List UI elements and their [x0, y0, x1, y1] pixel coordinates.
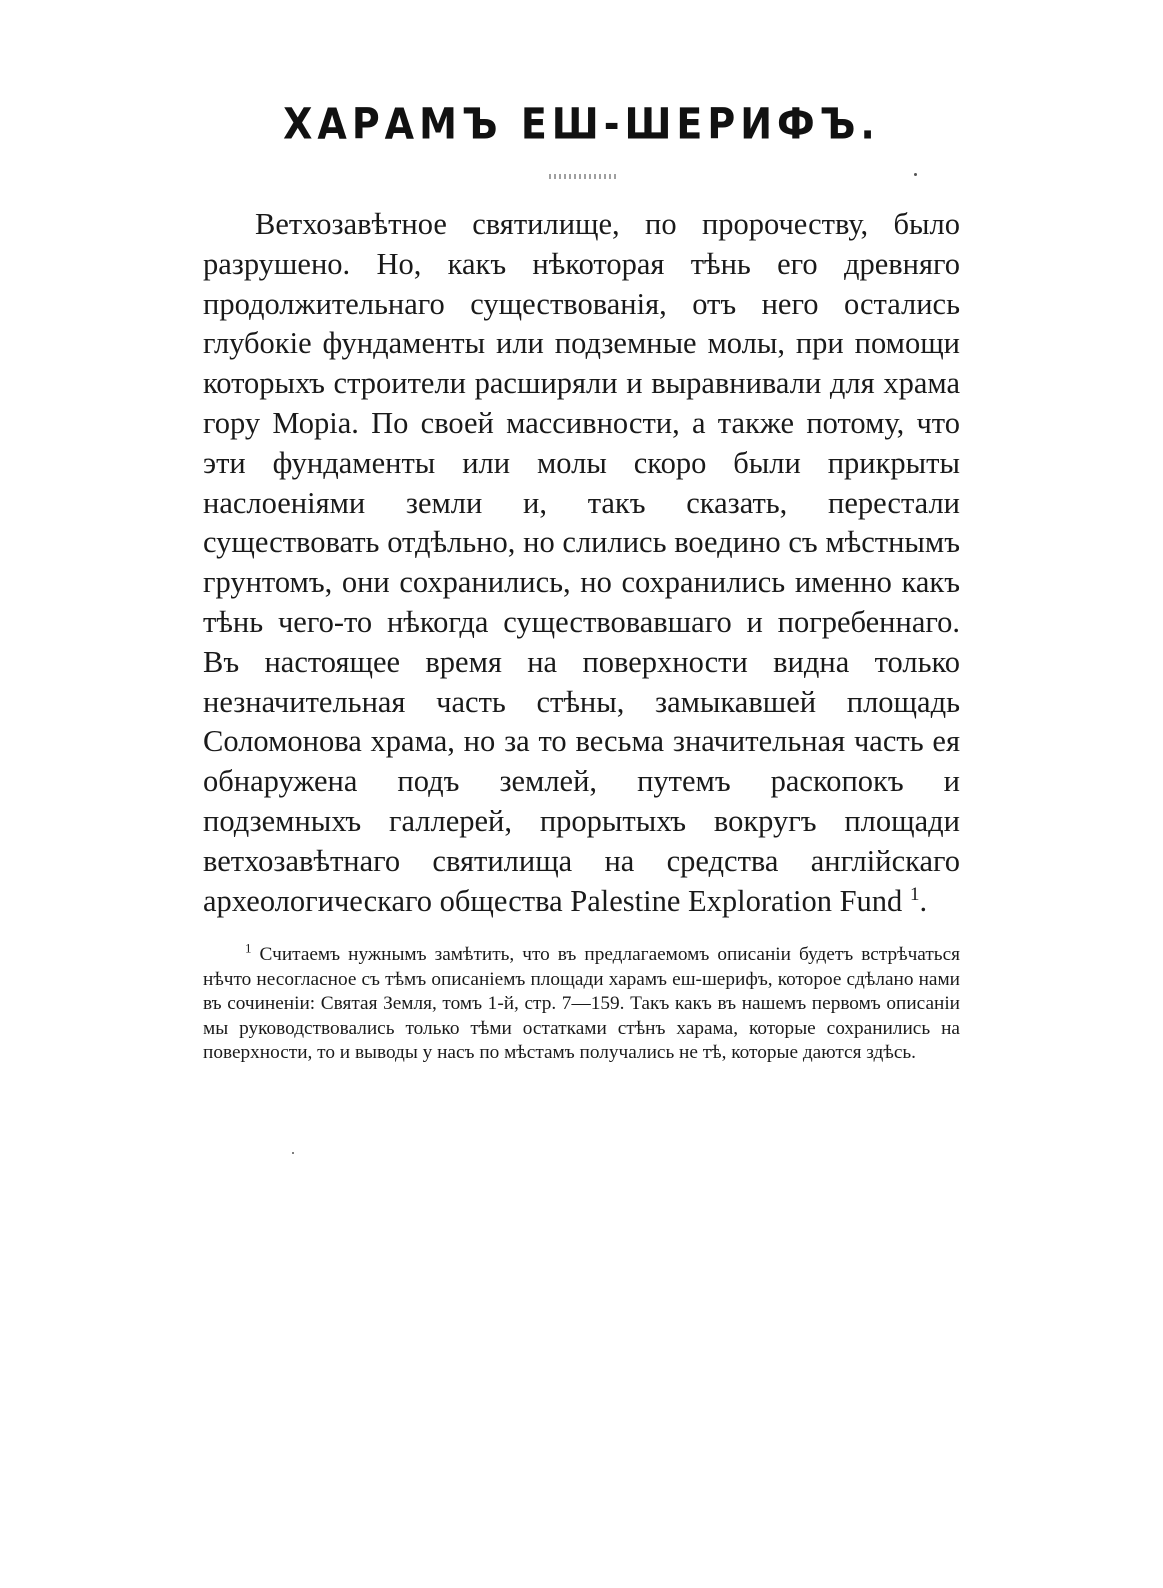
print-speck [914, 173, 917, 176]
footnote [203, 940, 960, 1066]
title-ornament [549, 174, 617, 179]
page-title: ХАРАМЪ ЕШ-ШЕРИФЪ. [283, 99, 880, 149]
footnote-reference: 1 [909, 883, 920, 905]
main-paragraph-text: Ветхозавѣтное святилище, по пророчеству, было разрушено. Но, какъ нѣкоторая тѣнь его древняго продолжительнаго существованія, отъ него остались глубокіе фундаменты или подземные молы, при помощи которыхъ строители расширяли и выравнивали для храма гору Морiа. По своей массивности, а также потому, что эти фундаменты или молы скоро были прикрыты наслоеніями земли и, такъ сказать, перестали существовать отдѣльно, но слились воедино съ мѣстнымъ грунтомъ, они сохранились, но сохранились именно какъ тѣнь чего-то нѣкогда существовавшаго и погребеннаго. Въ настоящее время на поверхности видна только незначительная часть стѣны, замыкавшей площадь Соломонова храма, но за то весьма значительная часть ея обнаружена подъ землей, путемъ раскопокъ и подземныхъ галлерей, прорытыхъ вокругъ площади ветхозавѣтнаго святилища на средства англійскаго археологическаго общества Palestine Exploration Fund [203, 207, 960, 918]
footnote-text: Считаемъ нужнымъ замѣтить, что въ предлагаемомъ описаніи будетъ встрѣчаться нѣчто несогласное съ тѣмъ описаніемъ площади харамъ еш-шерифъ, которое сдѣлано нами въ сочиненіи: Святая Земля, томъ 1-й, стр. 7—159. Такъ какъ въ нашемъ первомъ описаніи мы руководствовались только тѣми остатками стѣнъ харама, которые сохранились на поверхности, то и выводы у насъ по мѣстамъ получались не тѣ, которые даются здѣсь. [203, 944, 960, 1063]
footnote-mark: 1 [245, 940, 252, 956]
print-speck [292, 1152, 294, 1154]
main-paragraph: Ветхозавѣтное святилище, по пророчеству, было разрушено. Но, какъ нѣкоторая тѣнь его древняго продолжительнаго существованія, отъ него остались глубокіе фундаменты или подземные молы, при помощи которыхъ строители расширяли и выравнивали для храма гору Морiа. По своей массивности, а также потому, что эти фундаменты или молы скоро были прикрыты наслоеніями земли и, такъ сказать, перестали существовать отдѣльно, но слились воедино съ мѣстнымъ грунтомъ, они сохранились, но сохранились именно какъ тѣнь чего-то нѣкогда существовавшаго и погребеннаго. Въ настоящее время на поверхности видна только незначительная часть стѣны, замыкавшей площадь Соломонова храма, но за то весьма значительная часть ея обнаружена подъ землей, путемъ раскопокъ и подземныхъ галлерей, прорытыхъ вокругъ площади ветхозавѣтнаго святилища на средства англійскаго археологическаго общества Palestine Exploration Fund $^1$. [203, 207, 960, 918]
